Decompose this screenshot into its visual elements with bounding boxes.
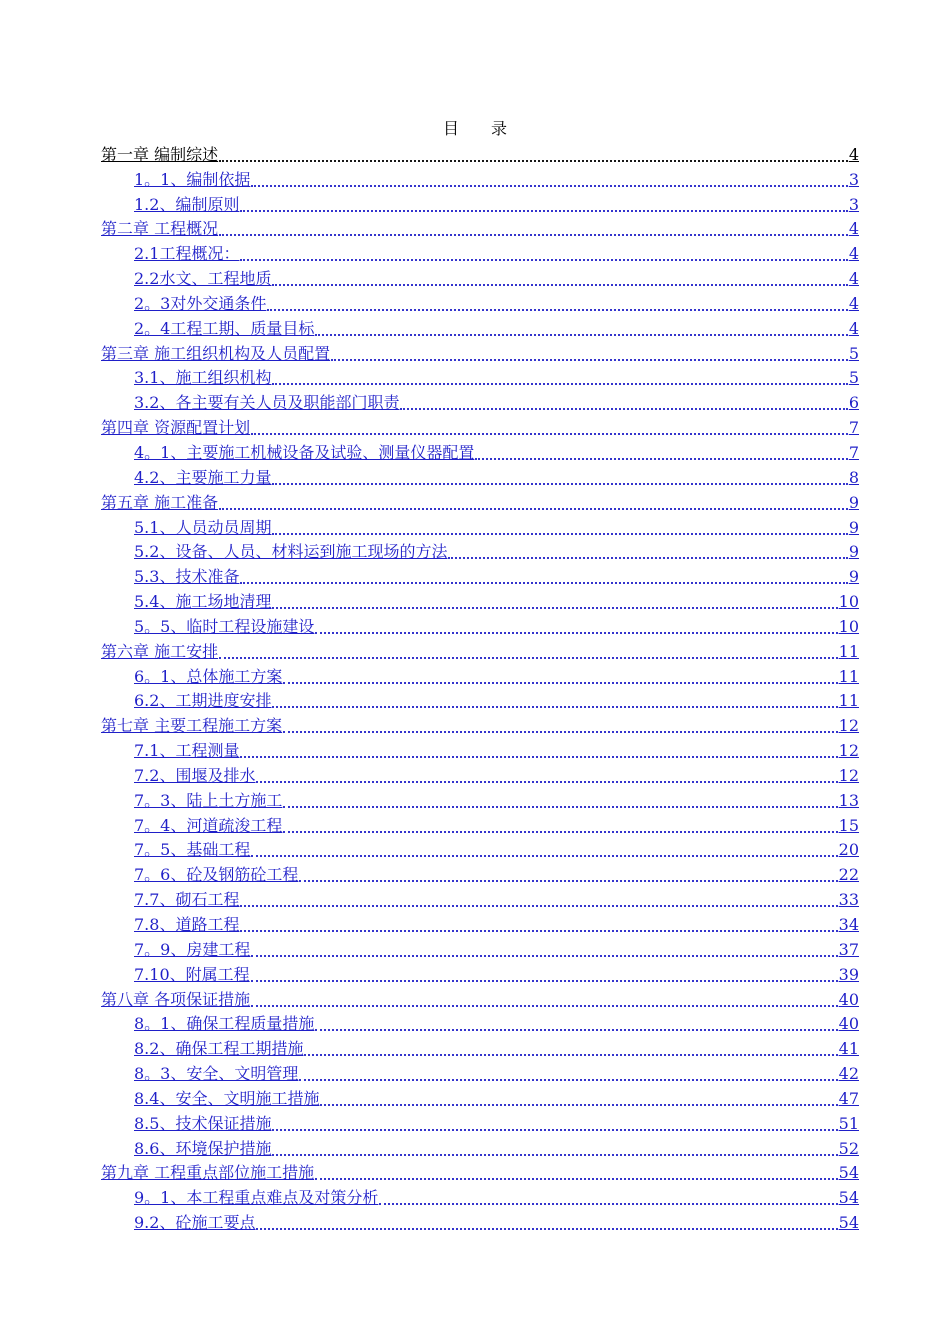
toc-entry-link[interactable] [134,865,859,885]
toc-section-entry[interactable] [101,687,859,712]
toc-entry-label: 7.10、附属工程 [134,964,250,984]
toc-section-entry[interactable] [101,1084,859,1109]
toc-chapter-entry[interactable] [101,413,859,438]
toc-entry-link[interactable] [101,493,859,513]
toc-section-entry[interactable] [101,538,859,563]
toc-dot-leader [315,1027,837,1031]
toc-page-number: 10 [838,616,859,636]
toc-chapter-entry[interactable] [101,1159,859,1184]
toc-entry-label: 第六章 施工安排 [101,641,219,661]
toc-entry-label: 3.2、各主要有关人员及职能部门职责 [134,393,400,413]
toc-section-entry[interactable] [101,314,859,339]
toc-entry-label: 7。4、河道疏浚工程 [134,815,283,835]
toc-dot-leader [304,1052,837,1056]
toc-page-number: 8 [848,467,859,487]
toc-page-number: 47 [838,1088,859,1108]
toc-chapter-entry[interactable] [101,637,859,662]
toc-section-entry[interactable] [101,885,859,910]
toc-entry-label: 8.5、技术保证措施 [134,1113,272,1133]
toc-entry-link[interactable] [134,542,859,562]
toc-section-entry[interactable] [101,786,859,811]
toc-page-number: 11 [838,666,859,686]
toc-page-number: 13 [838,790,859,810]
toc-section-entry[interactable] [101,1059,859,1084]
toc-entry-link[interactable] [134,1064,859,1084]
toc-entry-label: 2.2水文、工程地质 [134,269,272,289]
toc-dot-leader [320,1102,837,1106]
toc-entry-link[interactable] [134,691,859,711]
toc-section-entry[interactable] [101,935,859,960]
toc-dot-leader [267,307,847,311]
toc-page-number: 3 [848,169,859,189]
toc-section-entry[interactable] [101,264,859,289]
toc-entry-label: 第八章 各项保证措施 [101,989,251,1009]
toc-dot-leader [283,804,837,808]
toc-entry-label: 9。1、本工程重点难点及对策分析 [134,1188,379,1208]
toc-entry-link[interactable] [134,1014,859,1034]
toc-entry-link[interactable] [134,368,859,388]
toc-page-number: 42 [838,1064,859,1084]
toc-dot-leader [315,1176,838,1180]
toc-page-number: 4 [848,318,859,338]
toc-section-entry[interactable] [101,513,859,538]
toc-entry-label: 8.6、环境保护措施 [134,1138,272,1158]
toc-entry-label: 5.4、施工场地清理 [134,592,272,612]
toc-dot-leader [240,903,837,907]
toc-entry-label: 1。1、编制依据 [134,169,251,189]
toc-page-number: 33 [838,890,859,910]
toc-page-number: 4 [848,244,859,264]
toc-entry-link[interactable] [134,965,859,985]
toc-dot-leader [283,829,837,833]
toc-dot-leader [272,481,847,485]
toc-section-entry[interactable] [101,910,859,935]
toc-entry-label: 第二章 工程概况 [101,219,219,239]
toc-entry-link[interactable] [134,170,859,190]
toc-dot-leader [256,1226,837,1230]
toc-entry-label: 7.7、砌石工程 [134,890,240,910]
toc-entry-label: 5。5、临时工程设施建设 [134,616,315,636]
toc-entry-link[interactable] [134,766,859,786]
toc-dot-leader [219,655,838,659]
toc-page-number: 54 [838,1163,859,1183]
toc-dot-leader [475,456,847,460]
toc-entry-label: 2。4工程工期、质量目标 [134,318,315,338]
toc-page-number: 54 [838,1213,859,1233]
toc-page-number: 9 [848,517,859,537]
toc-entry-link[interactable] [101,418,859,438]
toc-dot-leader [251,431,848,435]
toc-entry-link[interactable] [134,195,859,215]
toc-dot-leader [379,1201,837,1205]
toc-page-number: 54 [838,1188,859,1208]
toc-entry-label: 7。6、砼及钢筋砼工程 [134,865,299,885]
toc-entry-link[interactable] [134,269,859,289]
toc-page-number: 34 [838,915,859,934]
toc-dot-leader [315,630,837,634]
toc-dot-leader [272,1127,837,1131]
toc-section-entry[interactable] [101,1109,859,1134]
toc-entry-label: 7.2、围堰及排水 [134,765,256,785]
toc-section-entry[interactable] [101,239,859,264]
toc-page-number: 4 [848,144,859,164]
toc-section-entry[interactable] [101,860,859,885]
toc-entry-label: 8。1、确保工程质量措施 [134,1014,315,1034]
toc-section-entry[interactable] [101,438,859,463]
toc-entry-link[interactable] [134,890,859,910]
toc-entry-label: 9.2、砼施工要点 [134,1213,256,1233]
toc-page-number: 5 [848,343,859,363]
toc-entry-link[interactable] [134,816,859,836]
toc-entry-link[interactable] [134,1139,859,1159]
toc-entry-label: 7.8、道路工程 [134,915,240,934]
toc-page-number: 39 [838,964,859,984]
toc-entry-link[interactable] [134,915,859,935]
toc-dot-leader [240,928,837,932]
toc-entry-link[interactable] [134,393,859,413]
toc-page-number: 4 [848,219,859,239]
toc-entry-link[interactable] [101,990,859,1010]
toc-entry-link[interactable] [134,741,859,761]
toc-section-entry[interactable] [101,1010,859,1035]
toc-entry-link[interactable] [101,1163,859,1183]
toc-entry-link[interactable] [134,1114,859,1134]
toc-section-entry[interactable] [101,960,859,985]
toc-entry-label: 5.1、人员动员周期 [134,517,272,537]
toc-entry-link[interactable] [134,1188,859,1208]
toc-page-number: 51 [838,1113,859,1133]
table-of-contents [101,140,859,1233]
toc-page-number: 40 [838,1014,859,1034]
toc-dot-leader [219,158,848,162]
toc-chapter-entry[interactable] [101,985,859,1010]
toc-entry-label: 第九章 工程重点部位施工措施 [101,1163,315,1183]
toc-dot-leader [251,953,837,957]
toc-page-number: 7 [848,442,859,462]
toc-section-entry[interactable] [101,736,859,761]
toc-page-number: 12 [838,765,859,785]
toc-chapter-entry[interactable] [101,711,859,736]
toc-entry-label: 7。3、陆上土方施工 [134,790,283,810]
toc-entry-link[interactable] [134,840,859,860]
toc-page-number: 7 [848,418,859,438]
toc-chapter-entry[interactable] [101,140,859,165]
toc-dot-leader [240,580,847,584]
toc-entry-label: 2。3对外交通条件 [134,293,267,313]
toc-section-entry[interactable] [101,562,859,587]
toc-dot-leader [272,605,837,609]
toc-page-number: 22 [838,865,859,885]
toc-dot-leader [272,381,847,385]
toc-page-number: 4 [848,269,859,289]
toc-entry-link[interactable] [134,1039,859,1059]
toc-entry-link[interactable] [134,1213,859,1233]
toc-section-entry[interactable] [101,165,859,190]
toc-page-number: 5 [848,368,859,388]
toc-page-number: 12 [838,741,859,761]
toc-dot-leader [256,779,837,783]
toc-entry-label: 第三章 施工组织机构及人员配置 [101,343,331,363]
toc-page-number: 11 [838,691,859,711]
toc-entry-label: 6。1、总体施工方案 [134,666,283,686]
toc-dot-leader [283,680,837,684]
toc-dot-leader [272,1152,837,1156]
toc-page-number: 41 [838,1039,859,1059]
toc-dot-leader [299,1077,837,1081]
toc-page-number: 15 [838,815,859,835]
toc-entry-label: 第一章 编制综述 [101,144,219,164]
toc-entry-link[interactable] [101,642,859,662]
toc-chapter-entry[interactable] [101,215,859,240]
toc-dot-leader [240,208,847,212]
toc-page-number: 3 [848,194,859,214]
toc-section-entry[interactable] [101,811,859,836]
toc-entry-link[interactable] [134,244,859,264]
toc-entry-label: 2.1工程概况： [134,244,240,264]
toc-entry-label: 4.2、主要施工力量 [134,467,272,487]
toc-entry-label: 7。5、基础工程 [134,840,251,860]
toc-page-number: 11 [838,641,859,661]
toc-entry-label: 6.2、工期进度安排 [134,691,272,711]
toc-page-number: 9 [848,492,859,512]
toc-page-number: 52 [838,1138,859,1158]
toc-dot-leader [251,183,847,187]
toc-page-number: 12 [838,716,859,736]
toc-entry-label: 5.2、设备、人员、材料运到施工现场的方法 [134,542,448,562]
toc-entry-link[interactable] [101,145,859,165]
toc-section-entry[interactable] [101,1034,859,1059]
toc-page-number: 20 [838,840,859,860]
toc-section-entry[interactable] [101,612,859,637]
toc-entry-label: 3.1、施工组织机构 [134,368,272,388]
toc-section-entry[interactable] [101,190,859,215]
toc-dot-leader [219,232,848,236]
toc-entry-link[interactable] [134,518,859,538]
toc-entry-link[interactable] [101,219,859,239]
toc-dot-leader [272,531,847,535]
toc-entry-label: 7。9、房建工程 [134,939,251,959]
toc-dot-leader [240,257,847,261]
toc-section-entry[interactable] [101,364,859,389]
toc-page-number: 9 [848,542,859,562]
toc-entry-label: 4。1、主要施工机械设备及试验、测量仪器配置 [134,442,475,462]
toc-entry-link[interactable] [134,294,859,314]
toc-entry-label: 8.2、确保工程工期措施 [134,1039,304,1059]
toc-section-entry[interactable] [101,761,859,786]
toc-entry-label: 8.4、安全、文明施工措施 [134,1088,320,1108]
toc-dot-leader [448,555,847,559]
toc-entry-label: 第五章 施工准备 [101,492,219,512]
toc-entry-label: 1.2、编制原则 [134,194,240,214]
toc-entry-link[interactable] [134,319,859,339]
toc-entry-link[interactable] [134,617,859,637]
toc-section-entry[interactable] [101,1208,859,1233]
toc-dot-leader [331,357,848,361]
toc-dot-leader [251,978,838,982]
toc-dot-leader [315,332,847,336]
toc-dot-leader [272,704,837,708]
toc-dot-leader [251,853,837,857]
toc-title: 目 录 [442,119,507,138]
toc-page-number: 37 [838,939,859,959]
toc-page-number: 40 [838,989,859,1009]
toc-chapter-entry[interactable] [101,488,859,513]
toc-section-entry[interactable] [101,388,859,413]
toc-entry-label: 第七章 主要工程施工方案 [101,716,283,736]
toc-entry-label: 8。3、安全、文明管理 [134,1064,299,1084]
toc-entry-link[interactable] [134,791,859,811]
toc-entry-link[interactable] [134,468,859,488]
toc-page-number: 6 [848,393,859,413]
toc-dot-leader [400,406,847,410]
toc-chapter-entry[interactable] [101,339,859,364]
toc-section-entry[interactable] [101,587,859,612]
toc-entry-link[interactable] [134,1089,859,1109]
toc-dot-leader [283,729,838,733]
toc-section-entry[interactable] [101,836,859,861]
toc-page-number: 9 [848,567,859,587]
toc-entry-link[interactable] [134,667,859,687]
toc-section-entry[interactable] [101,662,859,687]
toc-section-entry[interactable] [101,463,859,488]
toc-entry-label: 7.1、工程测量 [134,741,240,761]
toc-entry-link[interactable] [134,592,859,612]
toc-dot-leader [240,754,837,758]
toc-entry-link[interactable] [134,940,859,960]
toc-entry-label: 5.3、技术准备 [134,567,240,587]
toc-section-entry[interactable] [101,1183,859,1208]
toc-dot-leader [272,282,847,286]
toc-section-entry[interactable] [101,1134,859,1159]
toc-dot-leader [219,506,848,510]
toc-dot-leader [299,878,837,882]
toc-dot-leader [251,1003,838,1007]
toc-entry-link[interactable] [134,567,859,587]
toc-page-number: 4 [848,293,859,313]
toc-section-entry[interactable] [101,289,859,314]
toc-entry-link[interactable] [101,344,859,364]
toc-entry-link[interactable] [101,716,859,736]
toc-page-number: 10 [838,592,859,612]
toc-entry-link[interactable] [134,443,859,463]
toc-entry-label: 第四章 资源配置计划 [101,418,251,438]
